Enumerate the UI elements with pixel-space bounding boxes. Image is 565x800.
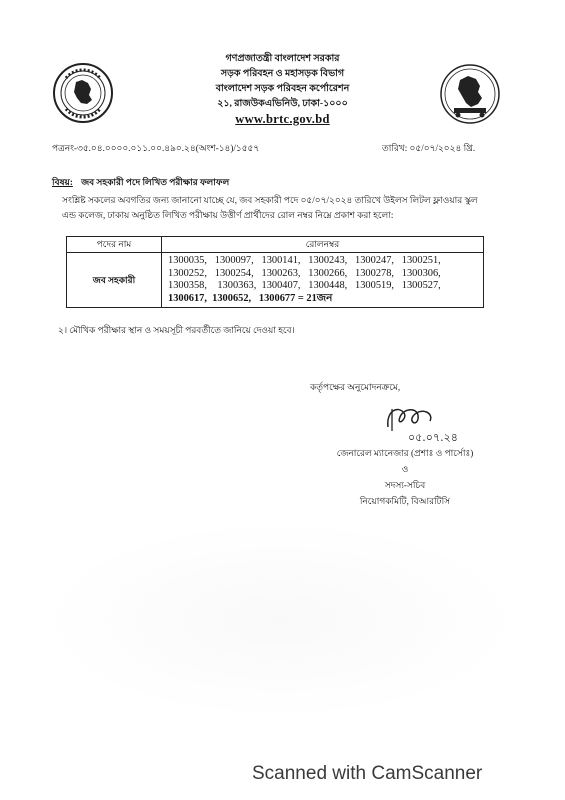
handwritten-signature [378, 397, 478, 447]
header-line-4: ২১, রাজউকএভিনিউ, ঢাকা-১০০০ [217, 99, 348, 109]
table-row [67, 253, 484, 308]
designation-block [300, 445, 510, 509]
handwritten-date: ০৫.০৭.২৪ [408, 431, 458, 444]
roll-line-2: 1300252, 1300254, 1300263, 1300266, 1300278, 1300306, [168, 267, 441, 279]
post-name-cell: জব সহকারী [67, 253, 162, 308]
memo-number: পত্রনং-৩৫.০৪.০০০০.০১১.০০.৪৯০.২৪(অংশ-১৪)/১৫৫৭ [52, 143, 260, 153]
results-table [66, 236, 484, 308]
header-roll-number: রোলনম্বর [162, 237, 484, 253]
designation-3: নিয়োগকমিটি, বিআরটিসি [359, 496, 451, 506]
approval-text: কর্তৃপক্ষের অনুমোদনক্রমে, [310, 382, 401, 392]
subject-label: বিষয়: [52, 177, 73, 187]
designation-2: সদস্য-সচিব [384, 480, 426, 490]
header-line-2: সড়ক পরিবহন ও মহাসড়ক বিভাগ [220, 69, 345, 79]
scan-background-stain [40, 520, 520, 720]
brtc-logo-icon [438, 62, 502, 126]
subject-line [52, 175, 229, 190]
roll-line-4: 1300617, 1300652, 1300677 = 21জন [168, 292, 333, 304]
header-line-3: বাংলাদেশ সড়ক পরিবহন কর্পোরেশন [215, 84, 350, 94]
subject-text: জব সহকারী পদে লিখিত পরীক্ষার ফলাফল [81, 177, 230, 187]
designation-1: জেনারেল ম্যানেজার (প্রশাঃ ও পার্সোঃ) [336, 448, 474, 458]
designation-conjunction: ও [401, 464, 409, 474]
header-line-1: গণপ্রজাতন্ত্রী বাংলাদেশ সরকার [225, 54, 340, 64]
camscanner-watermark: Scanned with CamScanner [252, 763, 483, 784]
approval-line [310, 380, 510, 395]
body-paragraph: সংশ্লিষ্ট সকলের অবগতির জন্য জানানো যাচ্ছে যে, জব সহকারী পদে ০৫/০৭/২০২৪ তারিখে উইলস লিটল ফ্লাওয়ার স্কুল এন্ড কলেজ, ঢাকায় অনুষ্ঠিত লিখিত পরীক্ষায় উত্তীর্ণ প্রার্থীদের রোল নম্বর নিম্নে প্রকাশ করা হলো: [62, 195, 478, 220]
table-header-row [67, 237, 484, 253]
website-link[interactable]: www.brtc.gov.bd [235, 112, 330, 126]
note-item-2: ২। মৌখিক পরীক্ষার স্থান ও সময়সূচী পরবর্তীতে জানিয়ে দেওয়া হবে। [58, 325, 295, 335]
roll-line-1: 1300035, 1300097, 1300141, 1300243, 1300247, 1300251, [168, 255, 441, 266]
roll-line-3: 1300358, 1300363, 1300407, 1300448, 1300519, 1300527, [168, 280, 441, 291]
memo-date: তারিখ: ০৫/০৭/২০২৪ খ্রি. [382, 143, 476, 153]
roll-numbers-cell [162, 253, 484, 308]
header-post-name: পদের নাম [67, 237, 162, 253]
